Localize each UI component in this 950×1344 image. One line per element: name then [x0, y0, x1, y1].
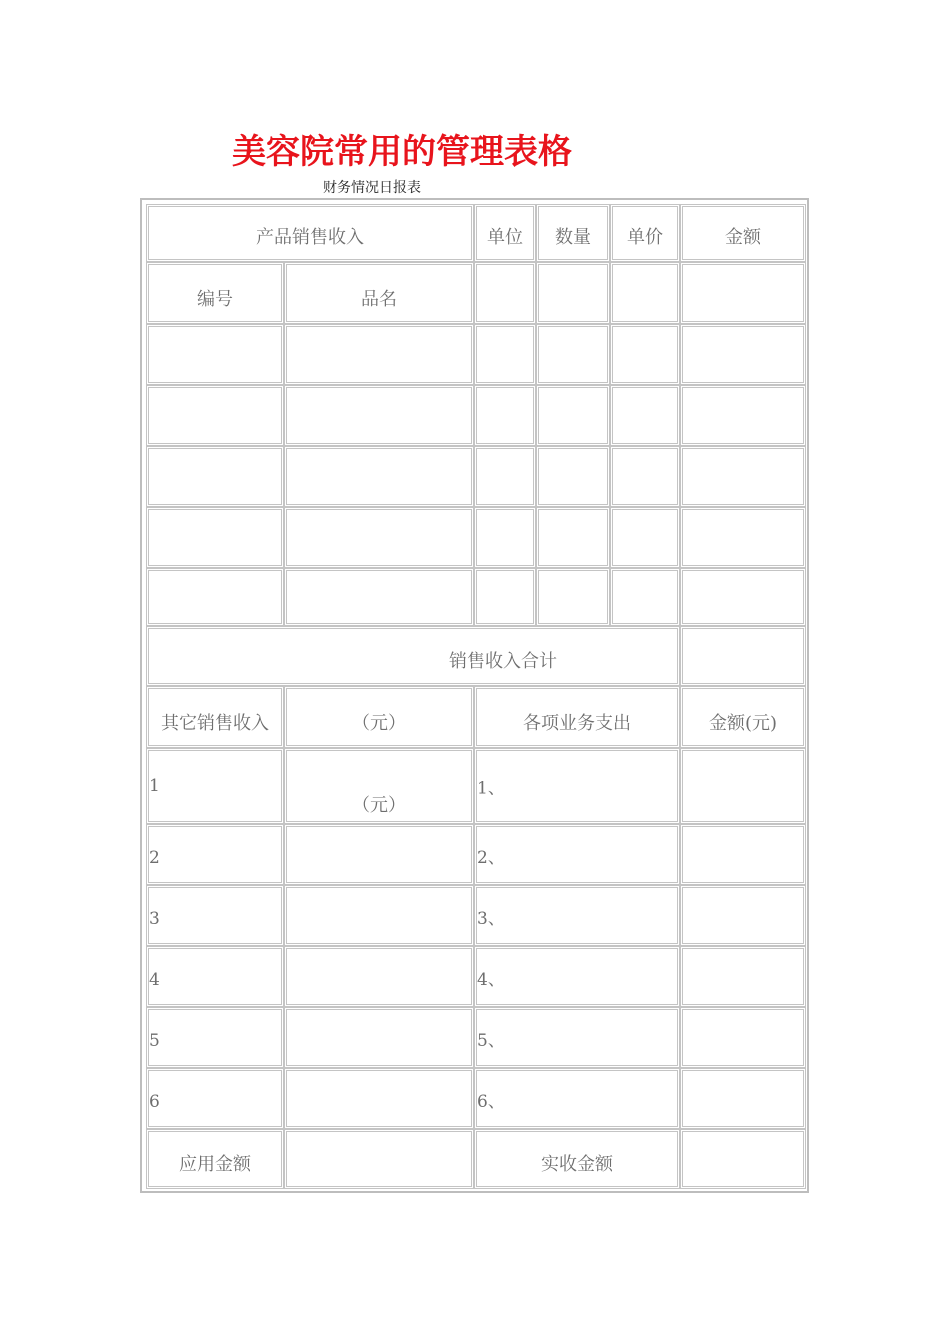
table-cell: [284, 507, 474, 568]
table-cell: [610, 262, 680, 324]
payable-amount-label: 应用金额: [146, 1129, 284, 1189]
header-amount: 金额: [680, 204, 806, 262]
table-cell: [474, 262, 536, 324]
row-number: 6: [146, 1068, 284, 1129]
header-code: 编号: [146, 262, 284, 324]
page-title: 美容院常用的管理表格: [232, 132, 572, 172]
table-cell: [474, 324, 536, 385]
table-cell: [284, 568, 474, 626]
table-cell: [536, 324, 610, 385]
table-cell: [146, 446, 284, 507]
row-number: 1: [146, 748, 284, 824]
row-number: 4: [146, 946, 284, 1007]
table-cell: [680, 324, 806, 385]
table-cell: [284, 824, 474, 885]
expense-item: 1、: [474, 748, 680, 824]
header-other-sales-income: 其它销售收入: [146, 686, 284, 748]
table-cell: [610, 507, 680, 568]
table-cell: [284, 1007, 474, 1068]
table-cell: [680, 507, 806, 568]
header-unit: 单位: [474, 204, 536, 262]
header-business-expenses: 各项业务支出: [474, 686, 680, 748]
table-cell: [474, 446, 536, 507]
table-cell: [474, 568, 536, 626]
row-number: 5: [146, 1007, 284, 1068]
expense-item: 5、: [474, 1007, 680, 1068]
expense-amount: [680, 885, 806, 946]
table-cell: [536, 568, 610, 626]
expense-amount: [680, 748, 806, 824]
table-cell: [536, 446, 610, 507]
header-yuan: （元）: [284, 686, 474, 748]
row-number: 2: [146, 824, 284, 885]
header-product-name: 品名: [284, 262, 474, 324]
header-unit-price: 单价: [610, 204, 680, 262]
table-cell: [610, 385, 680, 446]
table-cell: [474, 385, 536, 446]
table-cell: [680, 385, 806, 446]
report-subtitle: 财务情况日报表: [323, 180, 421, 196]
expense-item: 4、: [474, 946, 680, 1007]
table-cell: [284, 1068, 474, 1129]
table-cell: [284, 385, 474, 446]
table-cell: [284, 885, 474, 946]
table-cell: [536, 262, 610, 324]
header-product-sales-income: 产品销售收入: [146, 204, 474, 262]
table-cell: [146, 385, 284, 446]
table-cell: [474, 507, 536, 568]
sales-income-total-value: [680, 626, 806, 686]
table-cell: [146, 568, 284, 626]
finance-daily-report-table: [140, 198, 809, 1193]
payable-amount-value: [284, 1129, 474, 1189]
header-amount-yuan: 金额(元): [680, 686, 806, 748]
table-cell: [284, 324, 474, 385]
sales-income-total-label: 销售收入合计: [146, 626, 680, 686]
received-amount-label: 实收金额: [474, 1129, 680, 1189]
table-cell: [610, 568, 680, 626]
expense-item: 6、: [474, 1068, 680, 1129]
expense-item: 3、: [474, 885, 680, 946]
table-cell: [536, 507, 610, 568]
expense-amount: [680, 824, 806, 885]
row-number: 3: [146, 885, 284, 946]
expense-amount: [680, 1068, 806, 1129]
table-cell: [146, 324, 284, 385]
table-cell: [146, 507, 284, 568]
table-cell: [680, 446, 806, 507]
header-quantity: 数量: [536, 204, 610, 262]
expense-amount: [680, 946, 806, 1007]
table-cell: [610, 324, 680, 385]
table-cell: [680, 568, 806, 626]
expense-amount: [680, 1007, 806, 1068]
received-amount-value: [680, 1129, 806, 1189]
table-cell: [680, 262, 806, 324]
table-cell: [284, 946, 474, 1007]
table-cell: [610, 446, 680, 507]
table-cell: [536, 385, 610, 446]
table-cell: [284, 446, 474, 507]
row-yuan-cell: （元）: [284, 748, 474, 824]
expense-item: 2、: [474, 824, 680, 885]
